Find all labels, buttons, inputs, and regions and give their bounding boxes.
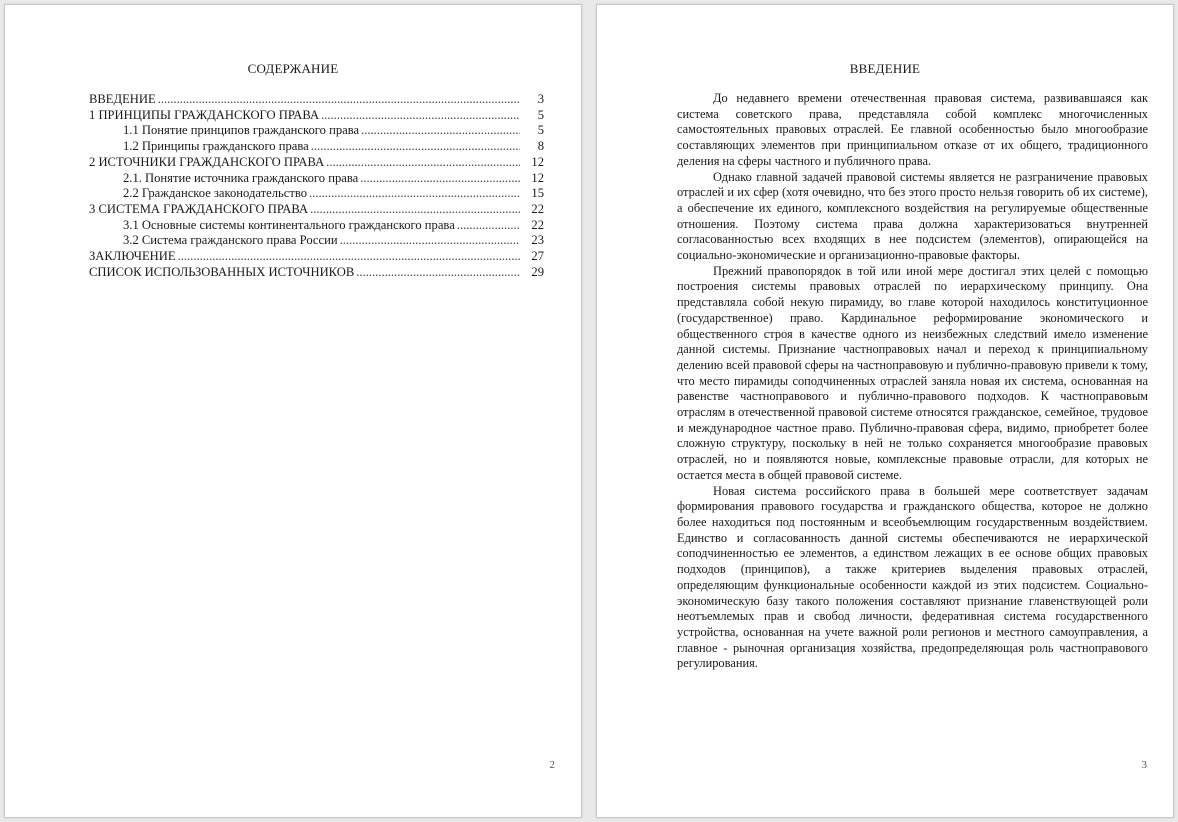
toc-entry: [89, 92, 544, 108]
toc-leader-dots: [309, 186, 520, 202]
toc-entry-title: 2.1. Понятие источника гражданского права: [123, 170, 359, 185]
toc-leader-dots: [340, 233, 520, 249]
toc-entry-title: 1.2 Принципы гражданского права: [123, 139, 309, 154]
toc-entry: [89, 155, 544, 171]
toc-leader-dots: [321, 108, 520, 124]
toc-entry-title: 3 СИСТЕМА ГРАЖДАНСКОГО ПРАВА: [89, 201, 309, 216]
toc-entry: [89, 202, 544, 218]
toc-entry: [89, 218, 544, 234]
toc-entry: [89, 108, 544, 124]
toc-leader-dots: [158, 92, 520, 108]
toc-entry-title: 3.2 Система гражданского права России: [123, 233, 338, 248]
toc-entry-page: 29: [531, 264, 544, 279]
toc-entry-page: 15: [531, 186, 544, 201]
toc-leader-dots: [310, 202, 520, 218]
toc-entry-title: ВВЕДЕНИЕ: [89, 92, 156, 106]
document-page-left: [4, 4, 582, 818]
paragraph: Однако главной задачей правовой системы является не разграничение правовых отраслей и их сфер (хотя очевидно, что без этого просто нельзя говорить об их системе), а обеспечение их единого, комплексного воздействия на регулируемые общественные отношения. Поэтому система права должна характеризоваться внутренней согласованностью всех входящих в нее подсистем (элементов), опирающейся на социально-экономические и организационно-правовые факторы.: [677, 169, 1148, 263]
toc-leader-dots: [311, 139, 520, 155]
toc-entry-title: 2.2 Гражданское законодательство: [123, 186, 308, 201]
toc-entry-title: СПИСОК ИСПОЛЬЗОВАННЫХ ИСТОЧНИКОВ: [89, 264, 355, 279]
paragraph: До недавнего времени отечественная правовая система, развивавшаяся как система советского права, представляла собой комплекс многочисленных самостоятельных правовых отраслей. Ее главной особенностью было многообразие составляющих элементов при принципиальном отказе от их общего, традиционного деления на сферы частного и публичного права.: [677, 91, 1148, 168]
document-page-right: [596, 4, 1174, 818]
toc-leader-dots: [178, 249, 520, 265]
body-text: [677, 91, 1148, 672]
toc-entry-title: ЗАКЛЮЧЕНИЕ: [89, 249, 176, 264]
page-number: 3: [1141, 759, 1147, 771]
toc-entry-title: 1.1 Понятие принципов гражданского права: [123, 123, 360, 138]
toc-entry: [89, 249, 544, 265]
toc-leader-dots: [361, 123, 520, 139]
toc-entry-page: 12: [531, 170, 544, 185]
toc-entry-title: 1 ПРИНЦИПЫ ГРАЖДАНСКОГО ПРАВА: [89, 107, 320, 122]
toc-entry-title: 2 ИСТОЧНИКИ ГРАЖДАНСКОГО ПРАВА: [89, 154, 325, 169]
toc-entry: [89, 123, 544, 139]
table-of-contents: [89, 92, 544, 280]
toc-leader-dots: [356, 265, 520, 281]
toc-entry-page: 22: [531, 217, 544, 232]
toc-entry-page: 27: [531, 249, 544, 264]
paragraph: Прежний правопорядок в той или иной мере достигал этих целей с помощью построения системы правовых отраслей по иерархическому принципу. Она представляла собой некую пирамиду, во главе которой находилось конституционное (государственное) право. Кардинальное реформирование экономического и общественного строя в качестве одного из неизбежных следствий имело изменение данной системы. Признание частноправовых начал и переход к принципиальному делению всей правовой сферы на частноправовую и публично-правовую привели к тому, что место пирамиды соподчиненных отраслей заняла новая их система, основанная на равенстве частноправового и публично-правового подходов. К частноправовым отраслям в отечественной правовой системе относятся гражданское, семейное, трудовое и международное частное право. Публично-правовая сфера, видимо, приобретет более сложную структуру, поскольку в ней не только сохраняется многообразие правовых отраслей, но и появляются новые, комплексные правовые отрасли, для которых не остается места в общей правовой системе.: [677, 263, 1149, 482]
toc-entry-page: 22: [531, 201, 544, 216]
toc-leader-dots: [457, 218, 520, 234]
page-number: 2: [549, 759, 555, 771]
toc-entry: [89, 186, 544, 202]
paragraph: Новая система российского права в большей мере соответствует задачам формирования правового государства и гражданского общества, которое не должно более находиться под постоянным и всеобъемлющим государственным воздействием. Единство и согласованность данной системы обеспечиваются не иерархической соподчиненностью ее элементов, а единством лежащих в ее основе общих правовых подходов (принципов), а также критериев выделения правовых отраслей, определяющим функциональные особенности каждой из этих подсистем. Социально-экономическую базу такого положения составляют признание главенствующей роли неотъемлемых прав и свобод личности, федеративная система государственного устройства, основанная на учете важной роли регионов и местного самоуправления, а главное - рыночная организация хозяйства, предопределяющая роль частноправового регулирования.: [677, 483, 1148, 671]
toc-entry-page: 5: [537, 107, 544, 122]
toc-leader-dots: [326, 155, 520, 171]
toc-entry-title: 3.1 Основные системы континентального гражданского права: [123, 217, 455, 232]
toc-entry-page: 12: [531, 154, 544, 169]
toc-heading: СОДЕРЖАНИЕ: [247, 61, 339, 76]
toc-entry: [89, 139, 544, 155]
toc-entry-page: 3: [537, 92, 544, 106]
toc-entry: [89, 171, 544, 187]
toc-entry-page: 23: [531, 233, 544, 248]
toc-entry: [89, 233, 544, 249]
toc-entry-page: 5: [537, 123, 544, 138]
toc-entry: [89, 265, 544, 281]
section-heading: ВВЕДЕНИЕ: [849, 61, 921, 76]
toc-entry-page: 8: [537, 139, 544, 154]
toc-leader-dots: [360, 171, 520, 187]
